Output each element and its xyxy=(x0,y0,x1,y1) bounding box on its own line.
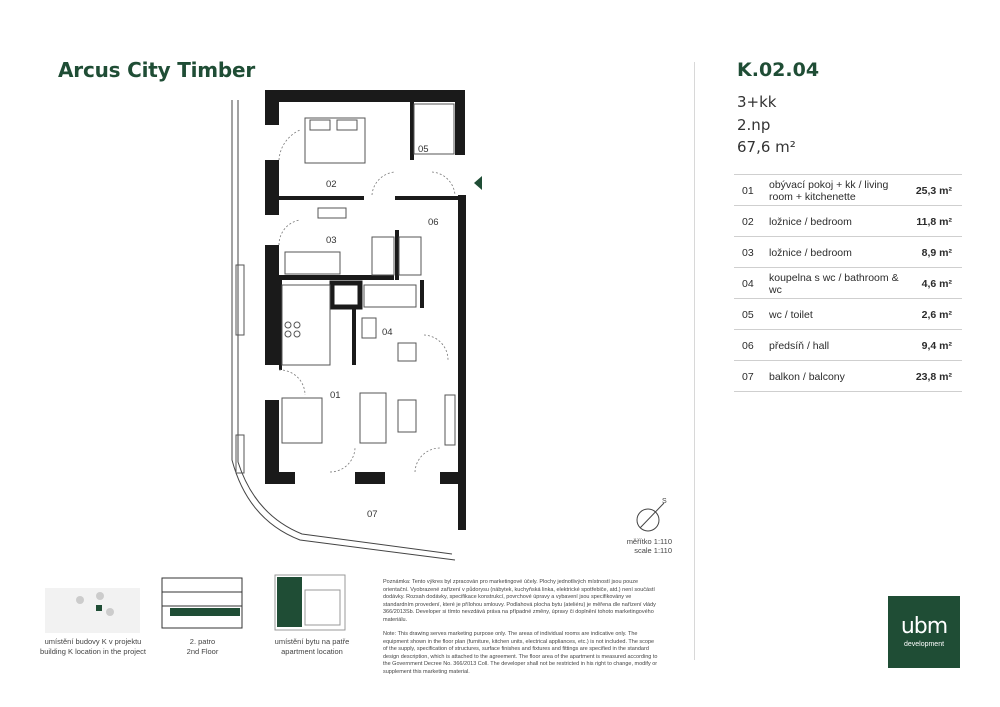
unit-layout: 3+kk xyxy=(737,93,777,111)
room-name: předsíň / hall xyxy=(769,340,830,352)
plan-label-06: 06 xyxy=(428,217,439,228)
caption-site-en: building K location in the project xyxy=(40,647,146,656)
caption-apartment xyxy=(262,637,362,657)
plan-label-01: 01 xyxy=(330,390,341,401)
plan-label-05: 05 xyxy=(418,144,429,155)
room-name: wc / toilet xyxy=(769,309,813,321)
thumbnail-apartment xyxy=(275,575,345,630)
room-area: 11,8 m² xyxy=(916,216,952,228)
unit-area: 67,6 m² xyxy=(737,138,796,156)
plan-label-02: 02 xyxy=(326,179,337,190)
north-compass-icon xyxy=(637,503,664,531)
door-swings xyxy=(279,130,455,472)
project-title: Arcus City Timber xyxy=(58,58,256,82)
room-area: 9,4 m² xyxy=(921,340,952,352)
room-name: obývací pokoj + kk / living room + kitchenette xyxy=(769,179,889,203)
scale-label-en: scale 1:110 xyxy=(634,546,672,555)
caption-floor-cz: 2. patro xyxy=(189,637,216,646)
room-name: koupelna s wc / bathroom & wc xyxy=(769,272,899,296)
window-marks xyxy=(236,265,244,473)
caption-floor-en: 2nd Floor xyxy=(186,647,219,656)
room-area: 4,6 m² xyxy=(921,278,952,290)
caption-site xyxy=(33,637,153,657)
unit-floor: 2.np xyxy=(737,116,771,134)
plan-label-07: 07 xyxy=(367,509,378,520)
room-number: 01 xyxy=(742,185,754,197)
ubm-logo xyxy=(888,596,960,668)
north-label: S xyxy=(662,498,667,505)
room-area: 2,6 m² xyxy=(921,309,952,321)
furniture xyxy=(282,104,455,445)
scale-label-cz: měřítko 1:110 xyxy=(626,537,672,546)
caption-site-cz: umístění budovy K v projektu xyxy=(44,637,142,646)
plan-label-03: 03 xyxy=(326,235,337,246)
room-name: ložnice / bedroom xyxy=(769,247,852,259)
room-number: 07 xyxy=(742,371,754,383)
disclaimer-cz: Poznámka: Tento výkres byl zpracován pro marketingové účely. Plochy jednotlivých místností jsou pouze orientační. Vyobrazené zařízení v půdorysu (nábytek, kuchyňská linka, elektrické spotřebiče, atd.) není součástí dodávky. Rozsah dodávky, specifikace konstrukcí, povrchové úpravy a vybavení jsou specifikovány ve standardním provedení, které je přílohou smlouvy. Podlahová plocha bytu (ateliéru) je měřena dle nařízení vlády 366/2013Sb. Developer si tímto nevzdává práva na případné změny, úpravy či doplnění tohoto marketingového materiálu. xyxy=(383,579,656,623)
room-area: 23,8 m² xyxy=(915,371,952,383)
caption-apartment-cz: umístění bytu na patře xyxy=(274,637,350,646)
room-number: 05 xyxy=(742,309,754,321)
room-number: 06 xyxy=(742,340,754,352)
room-name: balkon / balcony xyxy=(769,371,845,383)
entrance-arrow-icon xyxy=(474,176,482,190)
disclaimer-en: Note: This drawing serves marketing purpose only. The areas of individual rooms are indicative only. The equipment shown in the floor plan (furniture, kitchen units, electrical appliances, etc.) is not included. The scope of the supply, specification of structures, surface finishes and fixtures and fittings are specified in the standard design description, which is attached to the agreement. The floor area of the apartment is measured according to the Government Decree No. 366/2013 Coll. The developer shall not be restricted in his right to change, modify or supplement this marketing material. xyxy=(383,631,658,675)
room-number: 02 xyxy=(742,216,754,228)
thumbnail-floor xyxy=(162,578,242,628)
unit-code: K.02.04 xyxy=(737,59,820,81)
logo-mark: ubm xyxy=(900,614,948,639)
room-number: 03 xyxy=(742,247,754,259)
room-name: ložnice / bedroom xyxy=(769,216,852,228)
caption-apartment-en: apartment location xyxy=(281,647,343,656)
thumbnail-site xyxy=(45,588,140,633)
plan-label-04: 04 xyxy=(382,327,393,338)
logo-sub: development xyxy=(903,641,945,648)
room-area: 25,3 m² xyxy=(915,185,952,197)
room-number: 04 xyxy=(742,278,754,290)
caption-floor xyxy=(165,637,240,657)
room-area: 8,9 m² xyxy=(921,247,952,259)
